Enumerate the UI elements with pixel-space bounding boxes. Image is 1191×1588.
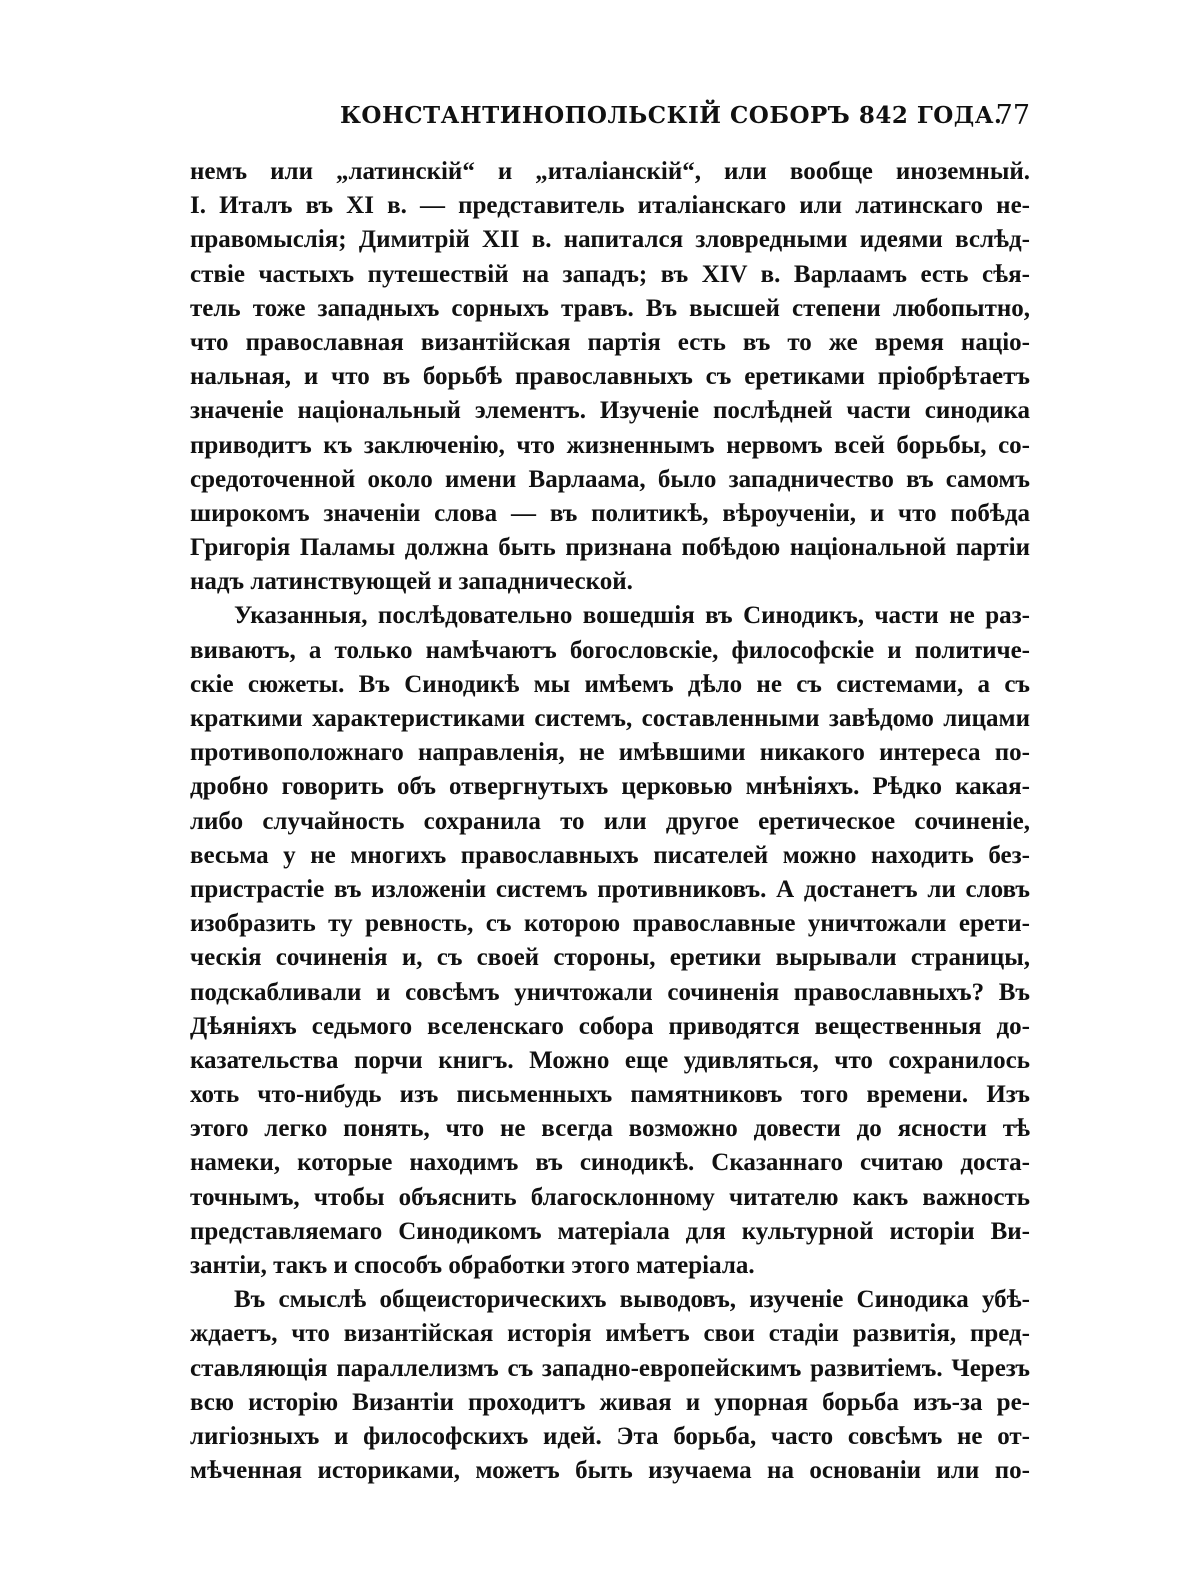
text-line: надъ латинствующей и западнической.	[190, 568, 633, 596]
text-line: хоть что-нибудь изъ письменныхъ памятниковъ того времени. Изъ	[190, 1081, 1030, 1109]
paragraph-1	[190, 155, 1030, 599]
text-line: точнымъ, чтобы объяснить благосклонному читателю какъ важность	[190, 1183, 1030, 1211]
text-line: всю исторію Византіи проходитъ живая и упорная борьба изъ-за ре-	[190, 1388, 1030, 1416]
text-line: что православная византійская партія есть въ то же время націо-	[190, 328, 1030, 356]
text-line: ждаетъ, что византійская исторія имѣетъ свои стадіи развитія, пред-	[190, 1320, 1030, 1348]
text-line: либо случайность сохранила то или другое еретическое сочиненіе,	[190, 807, 1030, 835]
text-line: изобразить ту ревность, съ которою православные уничтожали ерети-	[190, 910, 1030, 938]
paragraph-3	[190, 1283, 1030, 1488]
text-line: Дѣяніяхъ седьмого вселенскаго собора приводятся вещественныя до-	[190, 1012, 1030, 1040]
text-line: краткими характеристиками системъ, составленными завѣдомо лицами	[190, 705, 1030, 732]
text-line: средоточенной около имени Варлаама, было западничество въ самомъ	[190, 465, 1030, 493]
text-line: зантіи, такъ и способъ обработки этого матеріала.	[190, 1252, 755, 1279]
text-line: казательства порчи книгъ. Можно еще удивляться, что сохранилось	[190, 1046, 1030, 1074]
text-line: широкомъ значеніи слова — въ политикѣ, вѣроученіи, и что побѣда	[190, 499, 1030, 527]
text-line: нальная, и что въ борьбѣ православныхъ съ еретиками пріобрѣтаетъ	[190, 363, 1030, 391]
page-header	[190, 96, 1030, 136]
text-line: виваютъ, а только намѣчаютъ богословскіе, философскіе и политиче-	[190, 636, 1030, 664]
text-line: немъ или „латинскій“ и „италіанскій“, или вообще иноземный.	[190, 158, 1030, 185]
text-line: Григорія Паламы должна быть признана побѣдою національной партіи	[190, 534, 1030, 562]
text-line: намеки, которые находимъ въ синодикѣ. Сказаннаго считаю доста-	[190, 1149, 1030, 1177]
text-line: мѣченная историками, можетъ быть изучаема на основаніи или по-	[190, 1457, 1030, 1485]
text-line: ческія сочиненія и, съ своей стороны, еретики вырывали страницы,	[190, 944, 1030, 972]
paragraph-2	[190, 599, 1030, 1283]
text-line: приводитъ къ заключенію, что жизненнымъ нервомъ всей борьбы, со-	[190, 431, 1030, 459]
page-number: 77	[995, 100, 1030, 131]
text-line: скіе сюжеты. Въ Синодикѣ мы имѣемъ дѣло не съ системами, а съ	[190, 670, 1030, 698]
text-line: І. Италъ въ XI в. — представитель италіанскаго или латинскаго не-	[190, 192, 1030, 220]
text-line: противоположнаго направленія, не имѣвшими никакого интереса по-	[190, 739, 1030, 767]
text-line: дробно говорить объ отвергнутыхъ церковью мнѣніяхъ. Рѣдко какая-	[190, 773, 1030, 801]
text-line: ставляющія параллелизмъ съ западно-европейскимъ развитіемъ. Черезъ	[190, 1354, 1030, 1382]
text-line: тель тоже западныхъ сорныхъ травъ. Въ высшей степени любопытно,	[190, 294, 1030, 322]
text-line: Въ смыслѣ общеисторическихъ выводовъ, изученіе Синодика убѣ-	[234, 1286, 1030, 1314]
text-line: правомыслія; Димитрій XII в. напитался зловредными идеями вслѣд-	[190, 226, 1030, 254]
text-line: ствіе частыхъ путешествій на западъ; въ XIV в. Варлаамъ есть сѣя-	[190, 260, 1030, 288]
text-line: подскабливали и совсѣмъ уничтожали сочиненія православныхъ? Въ	[190, 978, 1030, 1006]
text-line: лигіозныхъ и философскихъ идей. Эта борьба, часто совсѣмъ не от-	[190, 1422, 1030, 1450]
text-line: пристрастіе въ изложеніи системъ противниковъ. А достанетъ ли словъ	[190, 875, 1030, 903]
text-line: Указанныя, послѣдовательно вошедшія въ Синодикъ, части не раз-	[234, 602, 1030, 630]
text-line: этого легко понять, что не всегда возможно довести до ясности тѣ	[190, 1115, 1030, 1143]
body-text	[190, 155, 1030, 1488]
text-line: весьма у не многихъ православныхъ писателей можно находить без-	[190, 841, 1030, 869]
text-line: значеніе національный элементъ. Изученіе послѣдней части синодика	[190, 397, 1030, 425]
running-title: КОНСТАНТИНОПОЛЬСКІЙ СОБОРЪ 842 ГОДА.	[340, 102, 1003, 129]
text-line: представляемаго Синодикомъ матеріала для культурной исторіи Ви-	[190, 1217, 1030, 1245]
